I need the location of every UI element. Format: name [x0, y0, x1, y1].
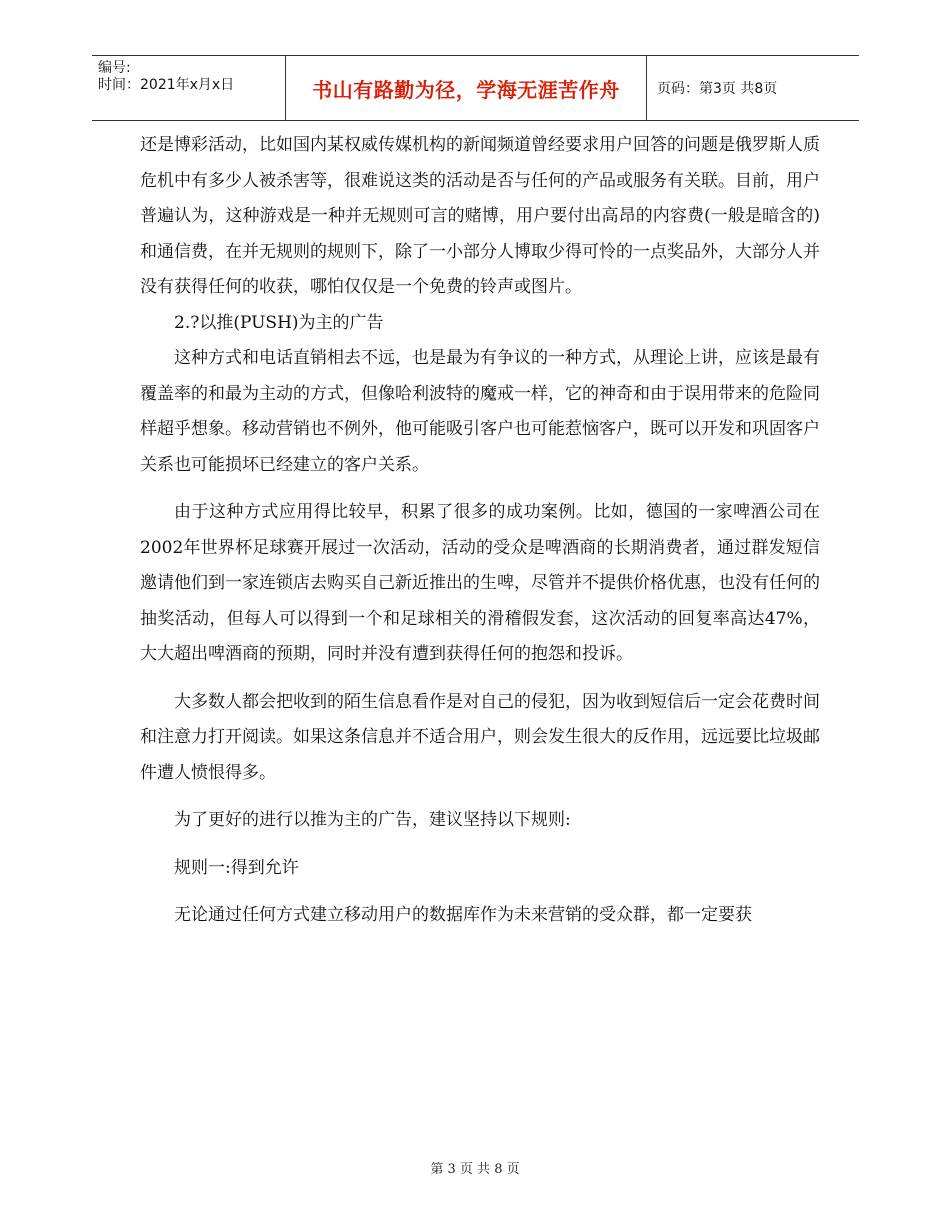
page-header	[92, 55, 859, 121]
time-label: 时间：2021年x月x日	[98, 77, 235, 93]
paragraph: 无论通过任何方式建立移动用户的数据库作为未来营销的受众群，都一定要获	[174, 905, 752, 925]
section-heading: 2.?以推(PUSH)为主的广告	[174, 312, 384, 333]
header-motto: 书山有路勤为径，学海无涯苦作舟	[285, 56, 647, 120]
serial-label: 编号:	[98, 60, 131, 76]
paragraph: 大多数人都会把收到的陌生信息看作是对自己的侵犯，因为收到短信后一定会花费时间和注意力打开阅读。如果这条信息并不适合用户，则会发生很大的反作用，远远要比垃圾邮件遭人愤恨得多。	[140, 691, 820, 783]
paragraph: 由于这种方式应用得比较早，积累了很多的成功案例。比如，德国的一家啤酒公司在2002年世界杯足球赛开展过一次活动，活动的受众是啤酒商的长期消费者，通过群发短信邀请他们到一家连锁店去购买自己新近推出的生啤，尽管并不提供价格优惠，也没有任何的抽奖活动，但每人可以得到一个和足球相关的滑稽假发套，这次活动的回复率高达47%，大大超出啤酒商的预期，同时并没有遭到获得任何的抱怨和投诉。	[140, 502, 820, 664]
document-body	[140, 128, 820, 934]
header-page-number: 页码：第3页 共8页	[657, 81, 778, 97]
paragraph-continuation: 还是博彩活动，比如国内某权威传媒机构的新闻频道曾经要求用户回答的问题是俄罗斯人质危机中有多少人被杀害等，很难说这类的活动是否与任何的产品或服务有关联。目前，用户普遍认为，这种游戏是一种并无规则可言的赌博，用户要付出高昂的内容费(一般是暗含的)和通信费，在并无规则的规则下，除了一小部分人博取少得可怜的一点奖品外，大部分人并没有获得任何的收获，哪怕仅仅是一个免费的铃声或图片。	[140, 135, 820, 297]
header-meta	[92, 56, 285, 120]
page-footer: 第 3 页 共 8 页	[430, 1162, 520, 1177]
rule-heading: 规则一:得到允许	[174, 857, 299, 878]
paragraph: 这种方式和电话直销相去不远，也是最为有争议的一种方式，从理论上讲，应该是最有覆盖率的和最为主动的方式，但像哈利波特的魔戒一样，它的神奇和由于误用带来的危险同样超乎想象。移动营销也不例外，他可能吸引客户也可能惹恼客户，既可以开发和巩固客户关系也可能损坏已经建立的客户关系。	[140, 348, 820, 475]
paragraph: 为了更好的进行以推为主的广告，建议坚持以下规则:	[174, 810, 571, 830]
